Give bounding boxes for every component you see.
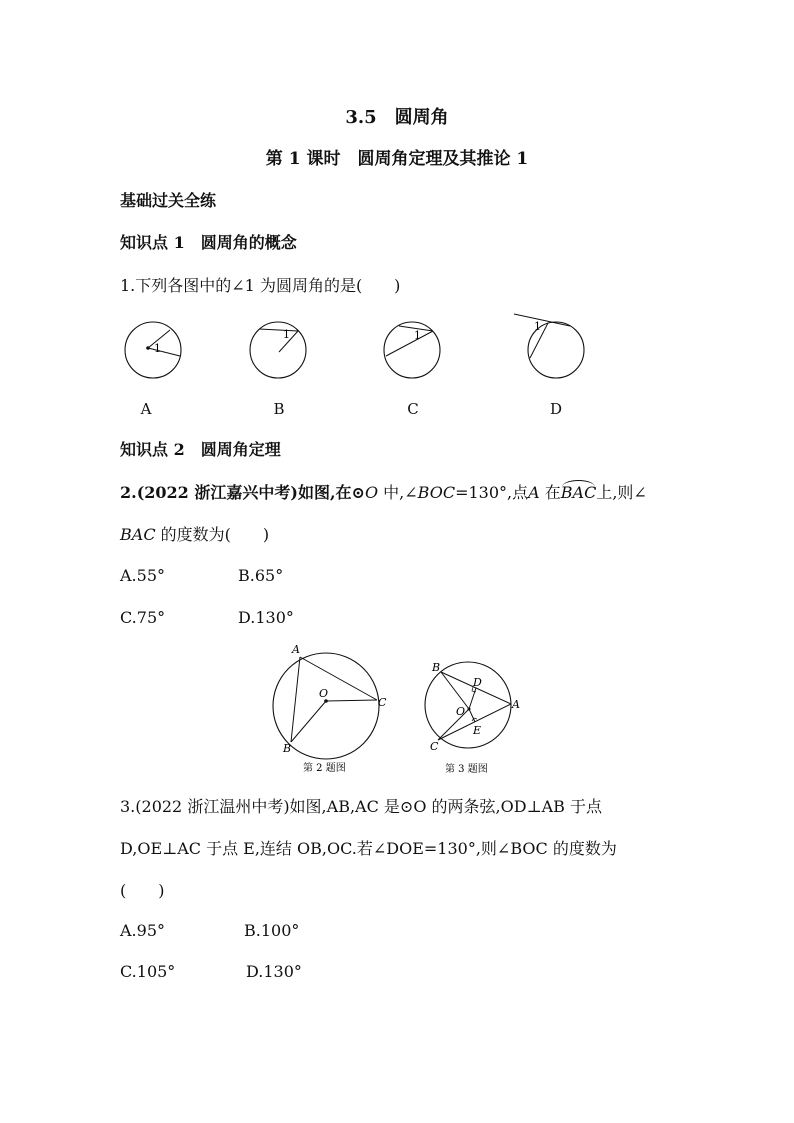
knowledge-point-2-title: 知识点 2 圆周角定理 bbox=[120, 440, 281, 459]
q1-figure-c bbox=[382, 320, 444, 382]
q2-choice-b: B.65° bbox=[238, 566, 284, 585]
q1-c-angle-label: 1 bbox=[414, 329, 421, 342]
q3-figure bbox=[418, 660, 528, 780]
question-3-line-3: ( ) bbox=[120, 881, 165, 900]
question-3-line-1: 3.(2022 浙江温州中考)如图,AB,AC 是⊙O 的两条弦,OD⊥AB 于点 bbox=[120, 797, 603, 816]
section-number: 3.5 bbox=[345, 107, 377, 128]
q2-figure bbox=[270, 640, 400, 780]
q2-label-c: C bbox=[378, 696, 387, 709]
q1-figure-d bbox=[512, 312, 588, 382]
q3-choice-b: B.100° bbox=[244, 921, 300, 940]
q1-option-d-label: D bbox=[549, 400, 563, 418]
practice-title: 基础过关全练 bbox=[120, 191, 217, 210]
q2-label-b: B bbox=[283, 742, 292, 755]
question-1-stem: 1.下列各图中的∠1 为圆周角的是( ) bbox=[120, 276, 401, 295]
q2-label-o: O bbox=[319, 687, 329, 700]
q2-figure-caption: 第 2 题图 bbox=[303, 763, 346, 774]
q2-choice-c: C.75° bbox=[120, 608, 166, 627]
arc-symbol: BAC bbox=[560, 483, 597, 502]
q3-label-a: A bbox=[512, 698, 520, 711]
question-3-line-2: D,OE⊥AC 于点 E,连结 OB,OC.若∠DOE=130°,则∠BOC 的度数为 bbox=[120, 839, 617, 858]
q3-label-e: E bbox=[473, 724, 482, 737]
q1-option-c-label: C bbox=[407, 400, 419, 418]
question-2-line-2: BAC 的度数为( ) bbox=[120, 525, 270, 544]
q3-label-c: C bbox=[430, 740, 439, 753]
knowledge-point-1-title: 知识点 1 圆周角的概念 bbox=[120, 233, 297, 252]
q3-label-o: O bbox=[456, 705, 466, 718]
q1-figure-a bbox=[118, 320, 188, 382]
q1-option-a-label: A bbox=[140, 400, 152, 418]
q2-choice-d: D.130° bbox=[238, 608, 294, 627]
lesson-title: 第 1 课时 圆周角定理及其推论 1 bbox=[265, 149, 529, 169]
q3-label-b: B bbox=[432, 661, 441, 674]
q3-choice-a: A.95° bbox=[120, 921, 165, 940]
q1-b-angle-label: 1 bbox=[283, 328, 290, 341]
q1-figure-b bbox=[249, 320, 311, 382]
q1-d-angle-label: 1 bbox=[534, 320, 541, 333]
question-2-line-1: 2.(2022 浙江嘉兴中考)如图,在⊙O 中,∠BOC=130°,点A 在BAC上,则∠ bbox=[120, 483, 647, 502]
q2-label-a: A bbox=[292, 643, 300, 656]
q1-option-b-label: B bbox=[273, 400, 285, 418]
q3-label-d: D bbox=[473, 676, 482, 689]
q3-choice-d: D.130° bbox=[246, 962, 302, 981]
q1-a-angle-label: 1 bbox=[154, 342, 161, 355]
section-heading bbox=[0, 108, 794, 128]
q3-figure-caption: 第 3 题图 bbox=[445, 764, 488, 775]
section-title: 圆周角 bbox=[394, 107, 449, 128]
q3-choice-c: C.105° bbox=[120, 962, 176, 981]
q2-choice-a: A.55° bbox=[120, 566, 165, 585]
